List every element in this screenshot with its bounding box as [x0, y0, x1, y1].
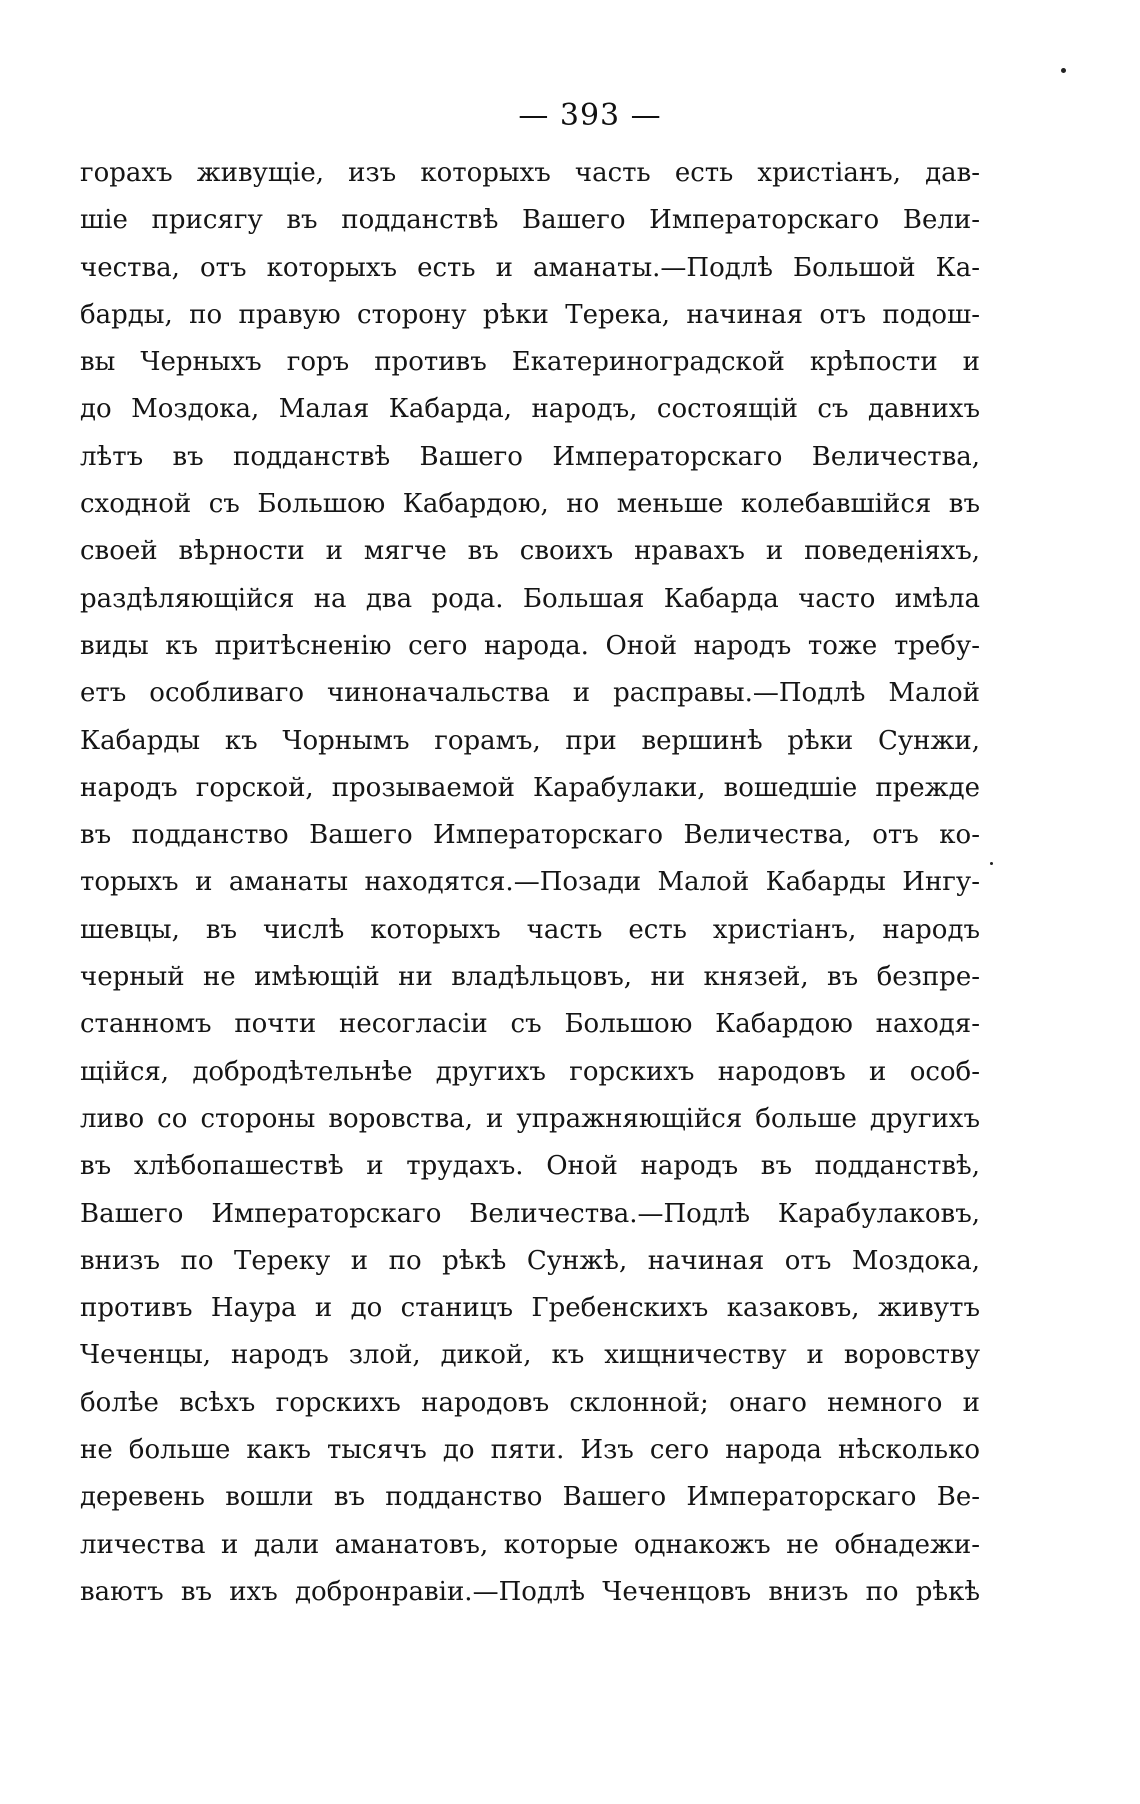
text-line: вы Черныхъ горъ противъ Екатериноградской крѣпости и — [80, 347, 980, 378]
text-line: барды, по правую сторону рѣки Терека, начиная отъ подош- — [80, 299, 980, 330]
text-line: внизъ по Тереку и по рѣкѣ Сунжѣ, начиная отъ Моздока, — [80, 1245, 980, 1276]
text-line: не больше какъ тысячъ до пяти. Изъ сего народа нѣсколько — [80, 1435, 980, 1466]
text-line: виды къ притѣсненію сего народа. Оной народъ тоже требу- — [80, 630, 980, 661]
text-line: личества и дали аманатовъ, которые однакожъ не обнадежи- — [80, 1529, 980, 1560]
text-line: болѣе всѣхъ горскихъ народовъ склонной; онаго немного и — [80, 1387, 980, 1418]
print-speck — [1061, 68, 1066, 73]
text-line: ваютъ въ ихъ добронравіи.—Подлѣ Чеченцовъ внизъ по рѣкѣ — [80, 1576, 980, 1607]
print-speck — [990, 862, 993, 865]
text-line: Кабарды къ Чорнымъ горамъ, при вершинѣ рѣки Сунжи, — [80, 725, 980, 756]
text-line: раздѣляющійся на два рода. Большая Кабарда часто имѣла — [80, 583, 980, 614]
text-line: въ хлѣбопашествѣ и трудахъ. Оной народъ въ подданствѣ, — [80, 1151, 980, 1182]
text-line: деревень вошли въ подданство Вашего Императорскаго Ве- — [80, 1482, 980, 1513]
text-line: станномъ почти несогласіи съ Большою Кабардою находя- — [80, 1009, 980, 1040]
text-line: Вашего Императорскаго Величества.—Подлѣ Карабулаковъ, — [80, 1198, 980, 1229]
text-line: до Моздока, Малая Кабарда, народъ, состоящій съ давнихъ — [80, 394, 980, 425]
body-text — [80, 150, 980, 1616]
text-line: шіе присягу въ подданствѣ Вашего Императорскаго Вели- — [80, 205, 980, 236]
text-line: противъ Наура и до станицъ Гребенскихъ казаковъ, живутъ — [80, 1293, 980, 1324]
text-line: лѣтъ въ подданствѣ Вашего Императорскаго Величества, — [80, 441, 980, 472]
text-line: сходной съ Большою Кабардою, но меньше колебавшійся въ — [80, 489, 980, 520]
text-line: Чеченцы, народъ злой, дикой, къ хищничеству и воровству — [80, 1340, 980, 1371]
page-number: — 393 — — [518, 98, 662, 133]
text-line: торыхъ и аманаты находятся.—Позади Малой Кабарды Ингу- — [80, 867, 980, 898]
text-line: своей вѣрности и мягче въ своихъ нравахъ и поведеніяхъ, — [80, 536, 980, 567]
text-line: етъ особливаго чиноначальства и расправы.—Подлѣ Малой — [80, 678, 980, 709]
text-line: шевцы, въ числѣ которыхъ часть есть христіанъ, народъ — [80, 914, 980, 945]
text-line: щійся, добродѣтельнѣе другихъ горскихъ народовъ и особ- — [80, 1056, 980, 1087]
text-line: чества, отъ которыхъ есть и аманаты.—Подлѣ Большой Ка- — [80, 252, 980, 283]
text-line: черный не имѣющій ни владѣльцовъ, ни князей, въ безпре- — [80, 962, 980, 993]
text-line: народъ горской, прозываемой Карабулаки, вошедшіе прежде — [80, 772, 980, 803]
text-line: горахъ живущіе, изъ которыхъ часть есть христіанъ, дав- — [80, 158, 980, 188]
text-line: въ подданство Вашего Императорскаго Величества, отъ ко- — [80, 820, 980, 851]
text-line: ливо со стороны воровства, и упражняющійся больше другихъ — [80, 1103, 980, 1134]
